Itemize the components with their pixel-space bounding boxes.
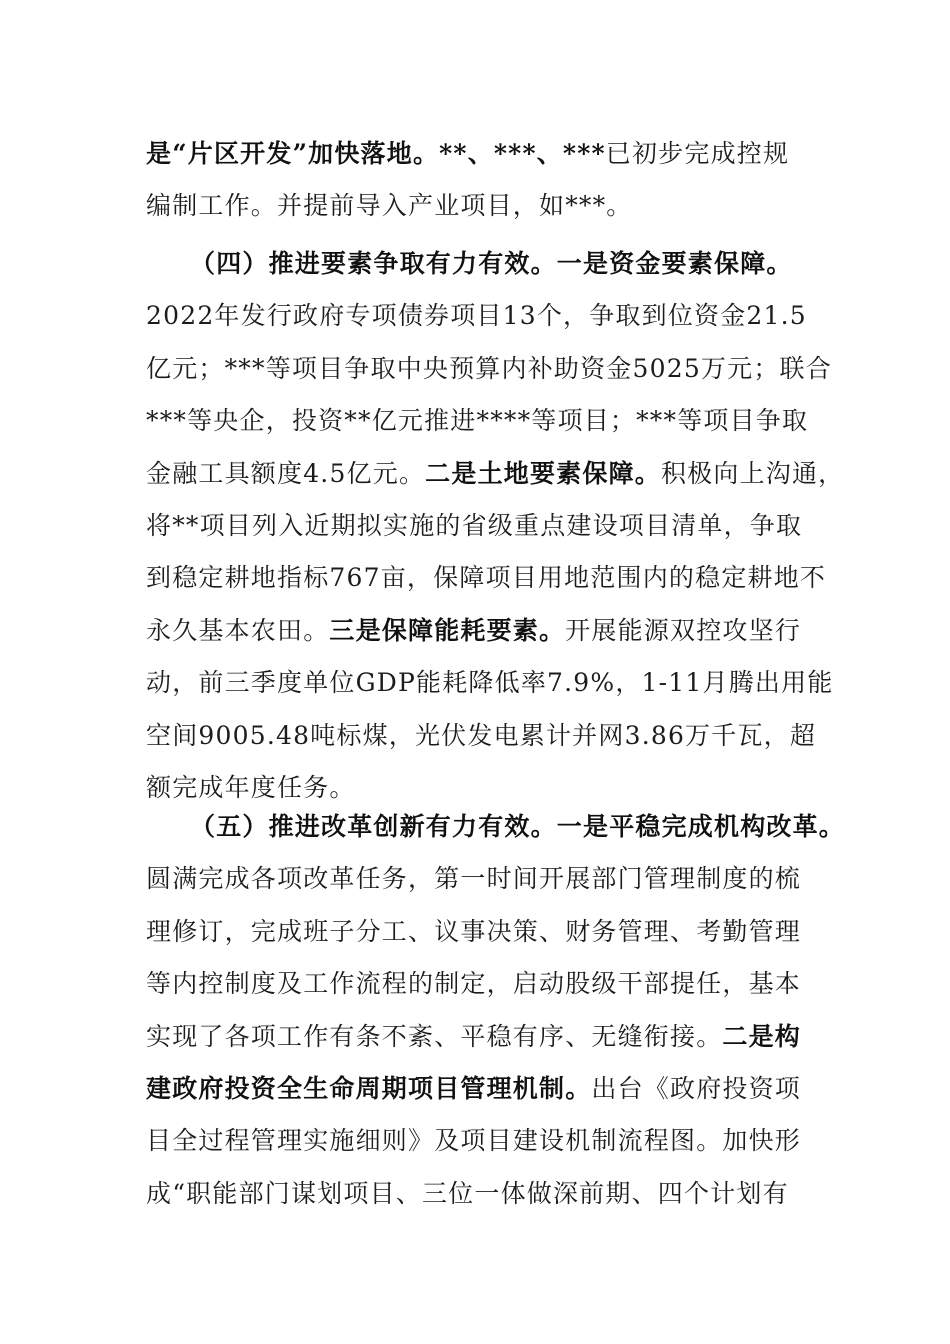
paragraph-3: [146, 801, 846, 1220]
body-text: 圆满完成各项改革任务，第一时间开展部门管理制度的梳: [146, 864, 802, 894]
body-text: 将**项目列入近期拟实施的省级重点建设项目清单，争取: [146, 510, 803, 540]
text-line: [146, 343, 832, 395]
text-line: [146, 853, 810, 905]
text-line: [146, 958, 810, 1010]
bold-subheading-text: 二是构: [722, 1021, 802, 1051]
body-text: 实现了各项工作有条不紊、平稳有序、无缝衔接。: [146, 1021, 723, 1051]
body-text: 额完成年度任务。: [146, 772, 356, 802]
body-text: 永久基本农田。: [146, 615, 330, 645]
text-line: [146, 710, 817, 762]
bold-heading-text: 是“片区开发”加快落地。**、***、***: [146, 139, 606, 168]
body-text: 开展能源双控攻坚行: [565, 615, 802, 645]
text-line: [146, 1115, 810, 1167]
text-line: [146, 1168, 810, 1220]
body-text: 目全过程管理实施细则》及项目建设机制流程图。加快形: [146, 1126, 802, 1156]
paragraph-1: [146, 128, 810, 233]
body-text: 亿元；***等项目争取中央预算内补助资金5025万元；联合: [146, 353, 832, 383]
text-line: [146, 657, 834, 709]
bold-subheading-text: 三是保障能耗要素。: [329, 615, 566, 645]
text-line: [146, 180, 810, 232]
text-line: [146, 395, 810, 447]
body-text: 等内控制度及工作流程的制定，启动股级干部提任，基本: [146, 969, 802, 999]
body-text: 积极向上沟通，: [660, 458, 845, 488]
body-text: 成“职能部门谋划项目、三位一体做深前期、四个计划有: [146, 1178, 789, 1208]
text-line: [146, 906, 810, 958]
bold-subheading-text: 建政府投资全生命周期项目管理机制。: [146, 1073, 592, 1103]
body-text: 到稳定耕地指标767亩，保障项目用地范围内的稳定耕地不: [146, 563, 827, 593]
body-text: 2022年发行政府专项债券项目13个，争取到位资金21.5: [146, 301, 807, 331]
section-heading-4: （四）推进要素争取有力有效。一是资金要素保障。: [190, 249, 793, 278]
body-text: 已初步完成控规: [605, 139, 790, 168]
body-text: 动，前三季度单位GDP能耗降低率7.9%，1-11月腾出用能: [146, 668, 834, 698]
bold-subheading-text: 二是土地要素保障。: [425, 458, 661, 488]
body-text: 出台《政府投资项: [591, 1073, 802, 1103]
text-line: [146, 605, 810, 657]
text-line: [146, 552, 827, 604]
text-line: [146, 290, 810, 342]
text-line: [146, 238, 810, 290]
body-text: 理修订，完成班子分工、议事决策、财务管理、考勤管理: [146, 916, 802, 946]
text-line: [146, 500, 810, 552]
text-line: [146, 128, 810, 180]
body-text: 编制工作。并提前导入产业项目，如***。: [146, 191, 633, 221]
section-heading-5: （五）推进改革创新有力有效。一是平稳完成机构改革。: [190, 812, 846, 841]
paragraph-2: [146, 238, 845, 814]
text-line: [146, 801, 846, 853]
text-line: [146, 1011, 810, 1063]
text-line: [146, 1063, 810, 1115]
body-text: 空间9005.48吨标煤，光伏发电累计并网3.86万千瓦，超: [146, 720, 817, 750]
body-text: 金融工具额度4.5亿元。: [146, 458, 426, 488]
body-text: ***等央企，投资**亿元推进****等项目；***等项目争取: [146, 406, 809, 436]
text-line: [146, 448, 845, 500]
